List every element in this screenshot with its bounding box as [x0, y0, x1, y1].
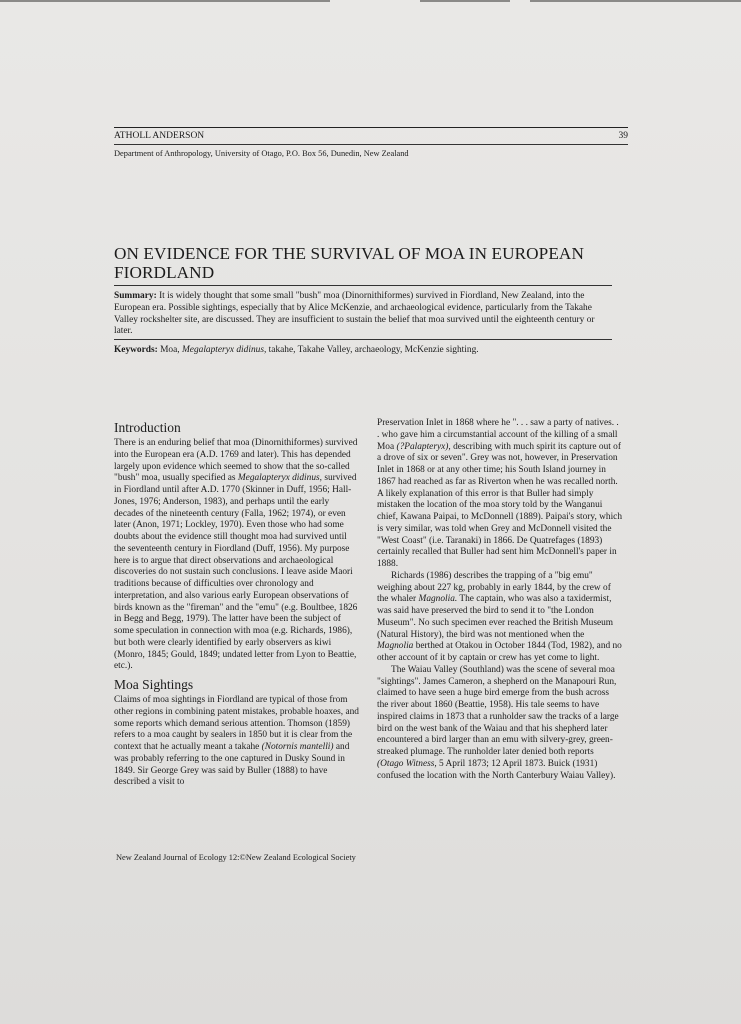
title-rule	[114, 285, 612, 286]
journal-footer: New Zealand Journal of Ecology 12:©New Zealand Ecological Society	[116, 853, 356, 862]
column-right	[377, 418, 622, 782]
running-header	[114, 127, 628, 158]
scan-top-marks	[0, 0, 741, 3]
intro-paragraph: There is an enduring belief that moa (Dinornithiformes) survived into the European era (A.D. 1769 and later). This has depended largely upon evidence which seemed to show that the so-called "bush" moa, usually specified as Megalapteryx didinus, survived in Fiordland until after A.D. 1770 (Skinner in Duff, 1956; Hall-Jones, 1976; Anderson, 1983), and perhaps until the early decades of the nineteenth century (Falla, 1962; 1974), or even later (Anon, 1971; Lockley, 1970). Even those who had some doubts about the evidence still thought moa had survived until the seventeenth century in Fiordland (Duff, 1956). My purpose here is to argue that direct observations and archaeological discoveries do not sustain such conclusions. I leave aside Maori traditions because of difficulties over chronology and interpretation, and also various early European observations of birds known as the "fireman" and the "emu" (e.g. Boultbee, 1826 in Begg and Begg, 1979). The latter have been the subject of some speculation in connection with moa (e.g. Richards, 1986), but both were clearly identified by early observers as kiwi (Monro, 1845; Gould, 1849; undated letter from Lyon to Beattie, etc.).	[114, 438, 358, 672]
keywords-block: Keywords: Moa, Megalapteryx didinus, takahe, Takahe Valley, archaeology, McKenzie sighting.	[114, 345, 479, 355]
summary-text: It is widely thought that some small "bush" moa (Dinornithiformes) survived in Fiordland, New Zealand, into the European era. Possible sightings, especially that by Alice McKenzie, and archaeological evidence, particularly from the Takahe Valley rockshelter site, are discussed. They are insufficient to sustain the belief that moa survived until the eighteenth century or later.	[114, 291, 595, 337]
column-left	[114, 420, 359, 789]
summary-rule	[114, 339, 612, 340]
sightings-paragraph: Claims of moa sightings in Fiordland are typical of those from other regions in combining patent mistakes, probable hoaxes, and some reports which demand serious attention. Thomson (1859) refers to a moa caught by sealers in 1850 but it is clear from the context that he actually meant a takahe (Notornis mantelli) and was probably referring to the one captured in Dusky Sound in 1849. Sir George Grey was said by Buller (1888) to have described a visit to	[114, 695, 359, 788]
section-heading-moa-sightings: Moa Sightings	[114, 677, 194, 692]
magnolia-paragraph: Richards (1986) describes the trapping of a "big emu" weighing about 227 kg, probably in early 1844, by the crew of the whaler Magnolia. The captain, who was also a taxidermist, was said have preserved the bird to send it to "the London Museum". No such specimen ever reached the British Museum (Natural History), the bird was not mentioned when the Magnolia berthed at Otakou in October 1844 (Tod, 1982), and no other account of it by captain or crew has yet come to light.	[377, 570, 622, 663]
header-page-number: 39	[618, 131, 628, 141]
summary-block	[114, 291, 614, 338]
summary-label: Summary:	[114, 291, 157, 301]
header-author: ATHOLL ANDERSON	[114, 131, 205, 141]
keywords-label: Keywords:	[114, 345, 158, 355]
section-heading-introduction: Introduction	[114, 420, 181, 435]
grey-paragraph: Preservation Inlet in 1868 where he ". . . saw a party of natives. . . who gave him a circumstantial account of the killing of a small Moa (?Palapteryx), describing with much spirit its capture out of a drove of six or seven". Grey was not, however, in Preservation Inlet in 1868 or at any other time; his South Island journey in 1867 had reached as far as Riverton when he was recalled north. A likely explanation of this error is that Buller had simply mistaken the location of the moa story told by the Wanganui chief, Kawana Paipai, to McDonnell (1889). Paipai's story, which is very similar, was told when Grey and McDonnell visited the "West Coast" (i.e. Taranaki) in 1866. De Quatrefages (1893) certainly recalled that Buller had sent him McDonnell's paper in 1888.	[377, 418, 622, 569]
paper-title: ON EVIDENCE FOR THE SURVIVAL OF MOA IN EUROPEAN FIORDLAND	[114, 244, 584, 282]
waiau-paragraph: The Waiau Valley (Southland) was the scene of several moa "sightings". James Cameron, a shepherd on the Manapouri Run, claimed to have seen a huge bird emerge from the bush across the river about 1860 (Beattie, 1958). His tale seems to have inspired claims in 1873 that a runholder saw the tracks of a large bird on the west bank of the Waiau and that his shepherd later encountered a bird larger than an emu with silvery-grey, green-streaked plumage. The runholder later denied both reports (Otago Witness, 5 April 1873; 12 April 1873. Buick (1931) confused the location with the North Canterbury Waiau Valley).	[377, 664, 619, 781]
header-rule-bottom	[114, 144, 628, 145]
author-affiliation: Department of Anthropology, University of Otago, P.O. Box 56, Dunedin, New Zealand	[114, 149, 409, 158]
